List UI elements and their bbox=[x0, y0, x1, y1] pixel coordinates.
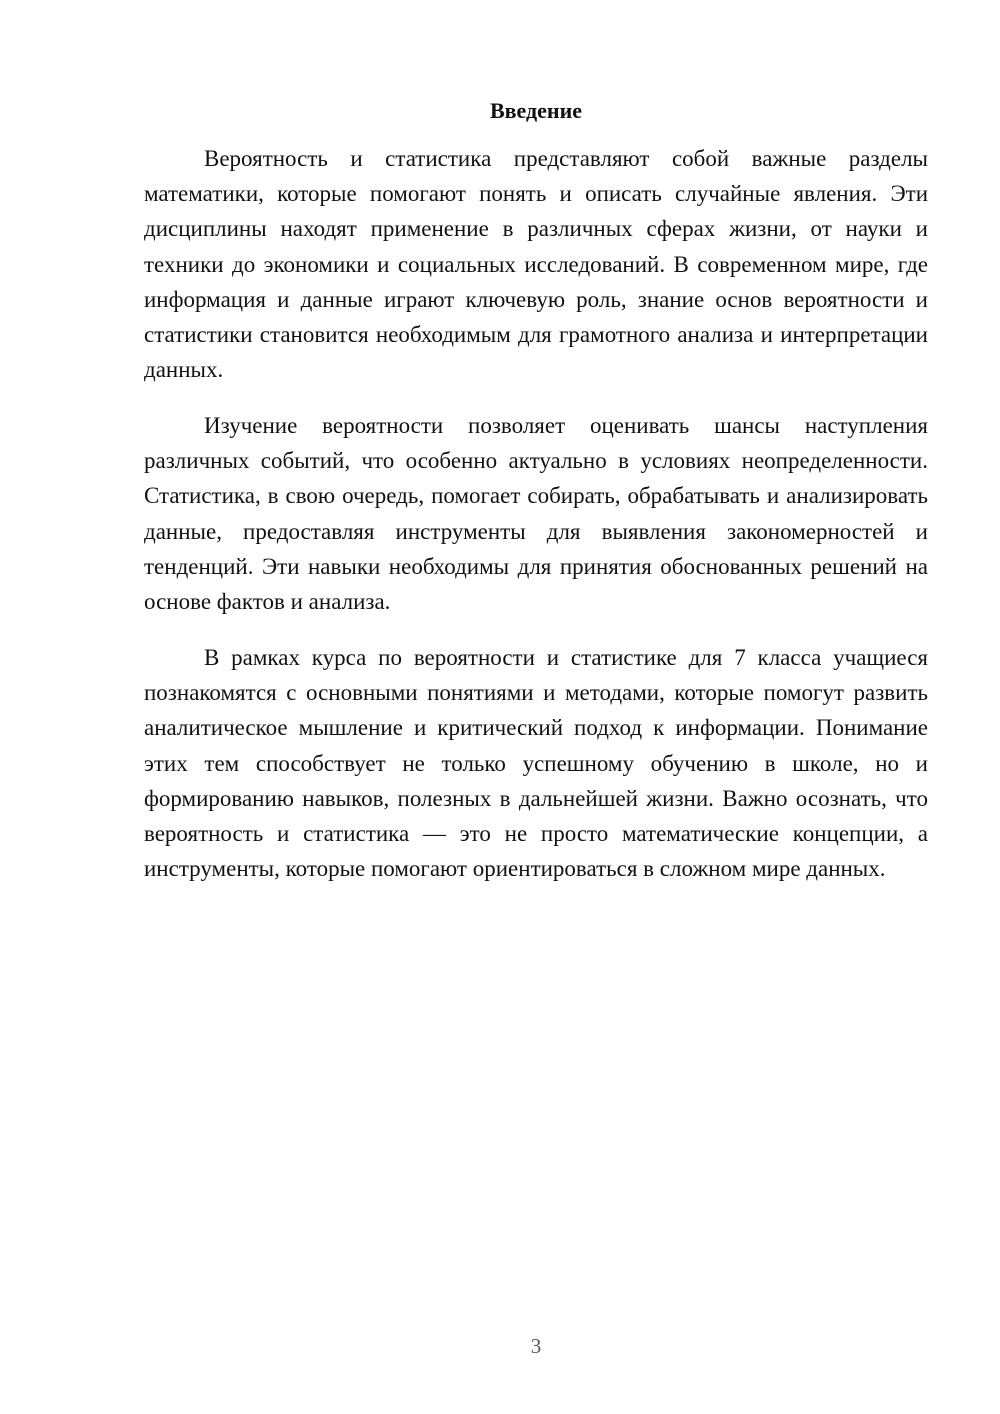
page-title: Введение bbox=[489, 98, 583, 123]
page-number: 3 bbox=[530, 1334, 542, 1358]
paragraph-2: Изучение вероятности позволяет оценивать шансы наступления различных событий, что особенно актуально в условиях неопределенности. Статистика, в свою очередь, помогает собирать, обрабатывать и анализировать данные, предоставляя инструменты для выявления закономерностей и тенденций. Эти навыки необходимы для принятия обоснованных решений на основе фактов и анализа. bbox=[144, 413, 928, 615]
paragraph-1: Вероятность и статистика представляют собой важные разделы математики, которые помогают понять и описать случайные явления. Эти дисциплины находят применение в различных сферах жизни, от науки и техники до экономики и социальных исследований. В современном мире, где информация и данные играют ключевую роль, знание основ вероятности и статистики становится необходимым для грамотного анализа и интерпретации данных. bbox=[144, 146, 928, 383]
paragraph-3: В рамках курса по вероятности и статистике для 7 класса учащиеся познакомятся с основными понятиями и методами, которые помогут развить аналитическое мышление и критический подход к информации. Понимание этих тем способствует не только успешному обучению в школе, но и формированию навыков, полезных в дальнейшей жизни. Важно осознать, что вероятность и статистика — это не просто математические концепции, а инструменты, которые помогают ориентироваться в сложном мире данных. bbox=[144, 645, 928, 882]
